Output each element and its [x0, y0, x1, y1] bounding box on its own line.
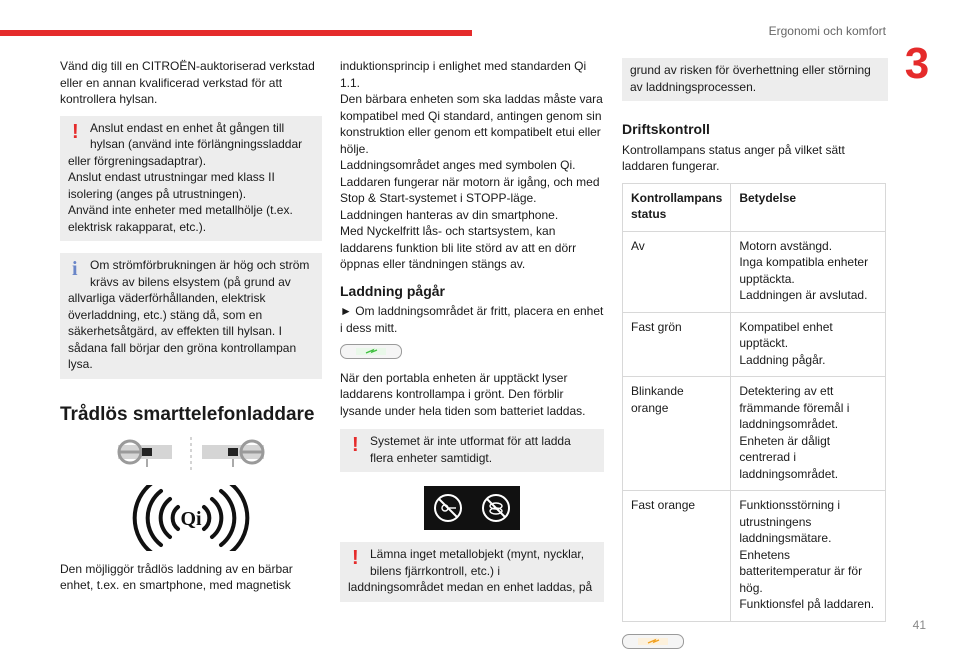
info-box	[60, 253, 322, 379]
meaning-line: Laddning pågår.	[739, 352, 877, 369]
warning-line-2: hylsan (använd inte förlängningssladdar	[68, 136, 314, 153]
steering-wheel-icon	[118, 441, 172, 467]
warning-paragraph: Använd inte enheter med metallhölje (t.ex. elektrisk rakapparat, etc.).	[68, 202, 314, 235]
paragraph: Laddningsområdet anges med symbolen Qi.	[340, 157, 604, 174]
table-header-row	[623, 183, 886, 231]
column-3	[622, 58, 888, 653]
warning-continuation-box	[622, 58, 888, 101]
table-header: Betydelse	[731, 183, 886, 231]
subsection-heading: Laddning pågår	[340, 283, 604, 300]
warning-line-1: Lämna inget metallobjekt (mynt, nycklar,	[348, 546, 596, 563]
meaning-cell	[731, 231, 886, 312]
page-number: 41	[913, 618, 926, 632]
meaning-cell	[731, 491, 886, 622]
lamp-glow-orange	[638, 638, 668, 645]
lamp-glow-green	[356, 348, 386, 355]
meaning-cell	[731, 312, 886, 377]
warning-icon: !	[72, 122, 79, 142]
warning-line-1: Systemet är inte utformat för att ladda	[348, 433, 596, 450]
svg-text:Qi: Qi	[180, 508, 202, 530]
info-line-1: Om strömförbrukningen är hög och ström	[68, 257, 314, 274]
table-row	[623, 231, 886, 312]
warning-box	[60, 116, 322, 242]
meaning-line: Laddningen är avslutad.	[739, 287, 877, 304]
info-icon: i	[72, 259, 78, 279]
warning-icon: !	[352, 548, 359, 568]
table-row	[623, 491, 886, 622]
steering-wheel-icon	[202, 441, 264, 467]
charger-location-illustration	[60, 435, 322, 475]
warning-line-1: Anslut endast en enhet åt gången till	[68, 120, 314, 137]
meaning-line: Inga kompatibla enheter upptäckta.	[739, 254, 877, 287]
warning-line-2: flera enheter samtidigt.	[348, 450, 596, 467]
status-cell: Fast orange	[623, 491, 731, 622]
warning-line-2: bilens fjärrkontroll, etc.) i	[348, 563, 596, 580]
status-cell: Av	[623, 231, 731, 312]
intro-text: Vänd dig till en CITROËN-auktoriserad verkstad eller en annan kvalificerad verkstad för att kontrollera hylsan.	[60, 58, 322, 108]
paragraph: När den portabla enheten är upptäckt lyser laddarens kontrollampa i grönt. Den förblir lysande under hela tiden som batteriet laddas.	[340, 370, 604, 420]
no-metal-objects-icon	[340, 484, 604, 532]
header-accent-bar	[0, 30, 472, 36]
meaning-line: Funktionsfel på laddaren.	[739, 596, 877, 613]
table-row	[623, 377, 886, 491]
section-heading: Trådlös smarttelefonladdare	[60, 403, 322, 427]
column-2	[340, 58, 604, 602]
column-1	[60, 58, 322, 594]
status-cell: Blinkande orange	[623, 377, 731, 491]
outro-text: Den möjliggör trådlös laddning av en bärbar enhet, t.ex. en smartphone, med magnetisk	[60, 561, 322, 594]
warning-box	[340, 429, 604, 472]
status-table	[622, 183, 886, 622]
meaning-cell	[731, 377, 886, 491]
paragraph: Kontrollampans status anger på vilket sätt laddaren fungerar.	[622, 142, 888, 175]
table-header: Kontrollampans status	[623, 183, 731, 231]
paragraph: Med Nyckelfritt lås- och startsystem, kan laddarens funktion bli lite störd av att en dörr öppnas eller tändningen stängs av.	[340, 223, 604, 273]
wireless-charging-icon	[60, 485, 322, 551]
info-line-3: allvarliga väderförhållanden, elektrisk överladdning, etc.) stäng då, som en säkerhetsåtgärd, av effekten till hylsan. I sådana fall börjar den gröna kontrollampan lysa.	[68, 290, 314, 373]
warning-box	[340, 542, 604, 602]
meaning-line: Enhetens batteritemperatur är för hög.	[739, 547, 877, 597]
meaning-line: Detektering av ett främmande föremål i laddningsområdet.	[739, 383, 877, 433]
green-lamp-icon	[340, 344, 604, 364]
chapter-number: 3	[902, 42, 932, 86]
meaning-line: Funktionsstörning i utrustningens laddningsmätare.	[739, 497, 877, 547]
instruction-step: ► Om laddningsområdet är fritt, placera en enhet i dess mitt.	[340, 303, 604, 336]
table-row	[623, 312, 886, 377]
warning-line-3: eller förgreningsadaptrar).	[68, 153, 314, 170]
paragraph: Laddaren fungerar när motorn är igång, och med Stop & Start-systemet i STOPP-läge.	[340, 174, 604, 207]
warning-icon: !	[352, 435, 359, 455]
paragraph: Laddningen hanteras av din smartphone.	[340, 207, 604, 224]
paragraph: Den bärbara enheten som ska laddas måste vara kompatibel med Qi standard, antingen genom sin konstruktion eller genom ett kompatibelt etui eller hölje.	[340, 91, 604, 157]
status-cell: Fast grön	[623, 312, 731, 377]
warning-paragraph: Anslut endast utrustningar med klass II isolering (anges på utrustningen).	[68, 169, 314, 202]
page-header-title: Ergonomi och komfort	[769, 24, 886, 38]
subsection-heading: Driftskontroll	[622, 121, 888, 138]
warning-line-3: laddningsområdet medan en enhet laddas, på	[348, 579, 596, 596]
meaning-line: Motorn avstängd.	[739, 238, 877, 255]
info-line-2: krävs av bilens elsystem (på grund av	[68, 274, 314, 291]
warning-continuation: grund av risken för överhettning eller störning av laddningsprocessen.	[630, 62, 880, 95]
meaning-line: Enheten är dåligt centrerad i laddningsområdet.	[739, 433, 877, 483]
orange-lamp-icon	[622, 634, 888, 653]
meaning-line: Kompatibel enhet upptäckt.	[739, 319, 877, 352]
paragraph: induktionsprincip i enlighet med standarden Qi 1.1.	[340, 58, 604, 91]
